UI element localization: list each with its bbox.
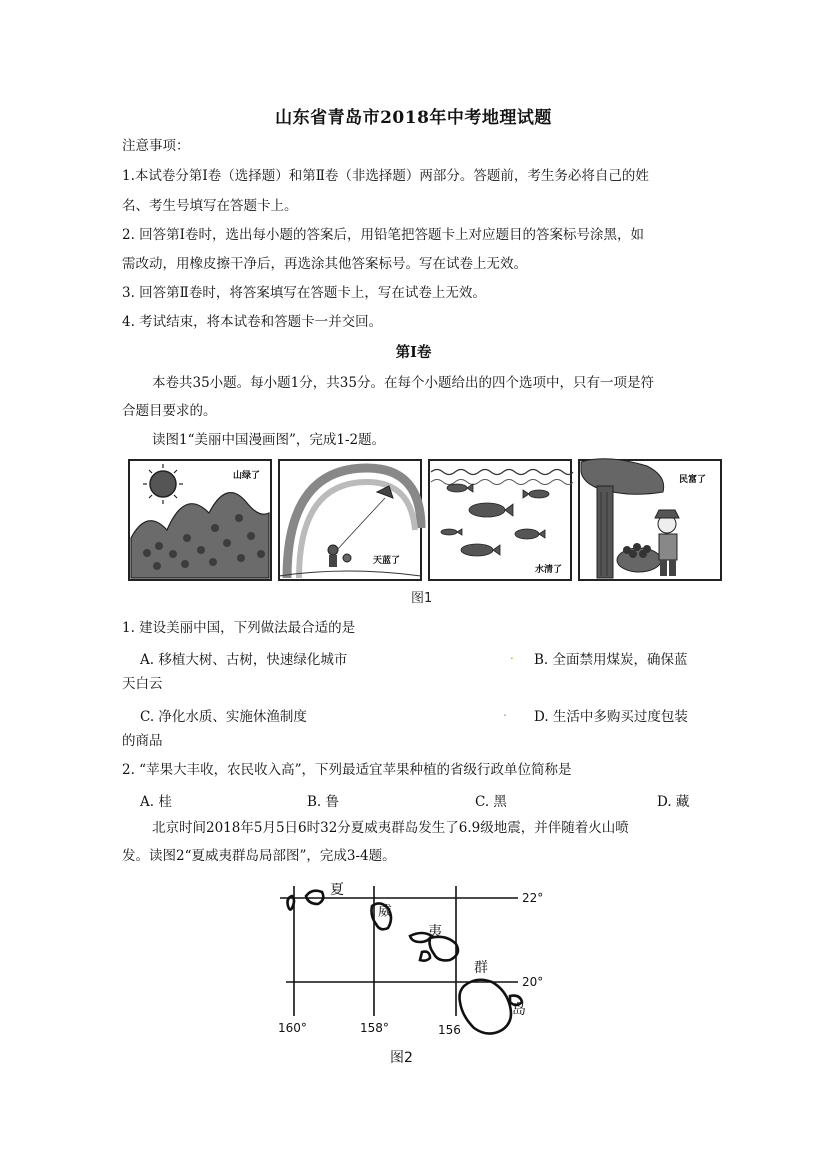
question-1-option-b-cont: 天白云 (122, 676, 163, 692)
section-title: 第Ⅰ卷 (395, 344, 432, 361)
notice-line: 2. 回答第Ⅰ卷时，选出每小题的答案后，用铅笔把答题卡上对应题目的答案标号涂黑，如 (122, 227, 645, 243)
stray-mark: . (503, 705, 507, 719)
notice-line: 名、考生号填写在答题卡上。 (122, 198, 298, 214)
quake-paragraph: 北京时间2018年5月5日6时32分夏威夷群岛发生了6.9级地震，并伴随着火山喷 (152, 820, 629, 836)
notice-line: 3. 回答第Ⅱ卷时，将答案填写在答题卡上，写在试卷上无效。 (122, 285, 486, 301)
page-title: 山东省青岛市2018年中考地理试题 (275, 108, 552, 128)
section-intro: 合题目要求的。 (122, 403, 217, 419)
question-2-option-b: B. 鲁 (307, 794, 340, 810)
stray-mark: . (510, 648, 514, 662)
question-1-option-d: D. 生活中多购买过度包装 (534, 709, 688, 725)
notice-line: 需改动，用橡皮擦干净后，再选涂其他答案标号。写在试卷上无效。 (122, 256, 527, 272)
latitude-label: 20° (522, 975, 544, 989)
question-1-option-d-cont: 的商品 (122, 733, 163, 749)
panel-harvest (579, 459, 721, 580)
longitude-label: 158° (360, 1021, 389, 1035)
map-label: 夷 (428, 924, 442, 940)
longitude-label: 156 (438, 1023, 461, 1037)
question-1-option-a: A. 移植大树、古树，快速绿化城市 (140, 652, 348, 668)
question-2-stem: 2. “苹果大丰收，农民收入高”，下列最适宜苹果种植的省级行政单位简称是 (122, 762, 572, 778)
figure1-prompt: 读图1“美丽中国漫画图”，完成1-2题。 (152, 432, 386, 448)
longitude-label: 160° (278, 1021, 307, 1035)
panel-water (429, 460, 573, 580)
question-1-option-c: C. 净化水质、实施休渔制度 (140, 709, 307, 725)
section-intro: 本卷共35小题。每小题1分，共35分。在每个小题给出的四个选项中，只有一项是符 (152, 375, 654, 391)
notice-heading: 注意事项： (122, 138, 190, 154)
question-1-stem: 1. 建设美丽中国，下列做法最合适的是 (122, 620, 356, 636)
map-coordinate-labels (278, 891, 543, 1037)
question-1-option-b: B. 全面禁用煤炭，确保蓝 (534, 652, 688, 668)
panel-label: 山绿了 (233, 471, 261, 481)
figure1-caption: 图1 (411, 591, 433, 606)
latitude-label: 22° (522, 891, 544, 905)
panel-rainbow (279, 460, 421, 580)
panel-label: 天蓝了 (373, 556, 401, 566)
map-island-labels (330, 882, 526, 1018)
map-label: 威 (378, 904, 392, 920)
panel-mountains (129, 460, 271, 580)
figure2-hawaii-map (270, 876, 570, 1071)
question-2-option-c: C. 黑 (475, 794, 507, 810)
quake-paragraph: 发。读图2“夏威夷群岛局部图”，完成3-4题。 (122, 848, 396, 864)
figure1-comic (127, 458, 723, 608)
map-grid (280, 886, 518, 1016)
panel-label: 民富了 (679, 475, 707, 485)
notice-line: 1.本试卷分第Ⅰ卷（选择题）和第Ⅱ卷（非选择题）两部分。答题前，考生务必将自己的姓 (122, 168, 649, 184)
notice-line: 4. 考试结束，将本试卷和答题卡一并交回。 (122, 314, 383, 330)
panel-label: 水清了 (535, 565, 563, 575)
map-label: 岛 (512, 1002, 526, 1018)
figure2-caption: 图2 (390, 1050, 413, 1066)
question-2-option-a: A. 桂 (140, 794, 172, 810)
question-2-option-d: D. 藏 (657, 794, 690, 810)
map-label: 夏 (330, 882, 344, 898)
map-label: 群 (474, 960, 488, 976)
